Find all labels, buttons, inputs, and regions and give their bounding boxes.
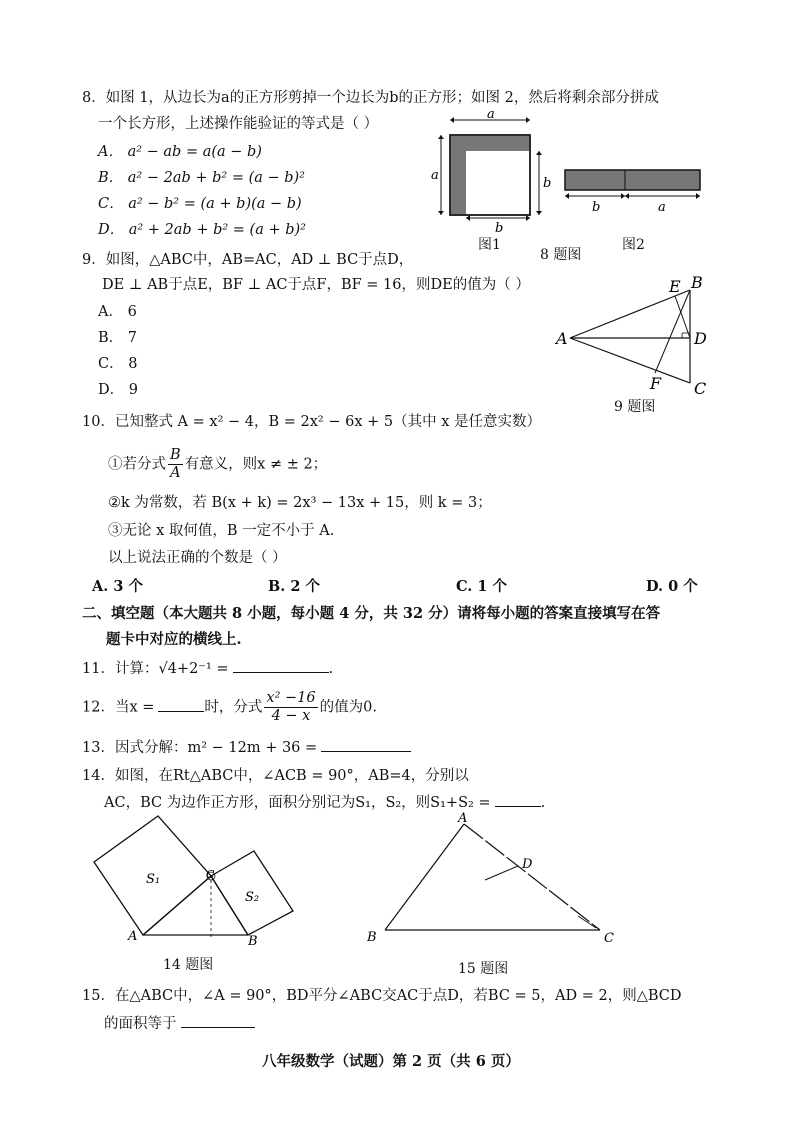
q10-item-2: ②k 为常数，若 B(x + k) = 2x³ − 13x + 15，则 k = 3； bbox=[108, 495, 492, 511]
q10-stem: 10．已知整式 A = x² − 4，B = 2x² − 6x + 5（其中 x 是任意实数） bbox=[82, 414, 541, 430]
q8-caption: 8 题图 bbox=[540, 247, 582, 263]
q13-answer-blank bbox=[321, 737, 411, 752]
q8-option-a: A． a² − ab = a(a − b) bbox=[98, 144, 262, 160]
q8-caption-fig1: 图1 bbox=[478, 237, 501, 253]
q13 bbox=[82, 737, 411, 758]
section-2-heading-line1: 二、填空题（本大题共 8 小题，每小题 4 分，共 32 分）请将每小题的答案直接填写在答 bbox=[82, 605, 661, 622]
q14-stem-line2-text: AC，BC 为边作正方形，面积分别记为S₁，S₂，则S₁+S₂ = bbox=[104, 795, 491, 811]
q9-option-d: D． 9 bbox=[98, 382, 138, 398]
q8-option-c: C． a² − b² = (a + b)(a − b) bbox=[98, 196, 302, 212]
q14-label-b: B bbox=[248, 934, 258, 949]
q10-item-1 bbox=[108, 447, 327, 482]
q9-option-b: B． 7 bbox=[98, 330, 137, 346]
q9-option-a: A． 6 bbox=[98, 304, 137, 320]
q9-stem-line2: DE ⊥ AB于点E，BF ⊥ AC于点F，BF = 16，则DE的值为（ ） bbox=[102, 277, 530, 293]
q8-figure-2 bbox=[560, 165, 705, 215]
q12-stem-pre: 12．当x = bbox=[82, 699, 155, 716]
q8-stem-line2: 一个长方形，上述操作能验证的等式是（ ） bbox=[98, 116, 379, 132]
q15-label-a: A bbox=[458, 811, 468, 826]
q8-stem-line1: 8．如图 1，从边长为a的正方形剪掉一个边长为b的正方形；如图 2，然后将剩余部分拼成 bbox=[82, 90, 659, 106]
q14-caption: 14 题图 bbox=[163, 957, 214, 973]
fig2-label-a: a bbox=[658, 200, 666, 215]
q9-label-f: F bbox=[650, 374, 662, 393]
q10-item1-pre: ①若分式 bbox=[108, 456, 166, 473]
q12 bbox=[82, 690, 377, 725]
q10-option-b: B. 2 个 bbox=[268, 578, 320, 595]
q9-label-e: E bbox=[669, 277, 681, 296]
q8-caption-fig2: 图2 bbox=[622, 237, 645, 253]
q12-stem-mid: 时，分式 bbox=[204, 699, 263, 716]
fig1-label-bottom: b bbox=[495, 221, 504, 236]
q14-label-c: C bbox=[206, 868, 215, 881]
q13-stem: 13．因式分解：m² − 12m + 36 = bbox=[82, 740, 318, 756]
q9-figure bbox=[548, 268, 723, 398]
q10-item1-numerator: B bbox=[170, 447, 181, 463]
q10-option-d: D. 0 个 bbox=[646, 578, 698, 595]
q10-item1-denominator: A bbox=[170, 465, 181, 481]
q9-label-d: D bbox=[694, 329, 707, 348]
q15-stem-line2 bbox=[104, 1013, 255, 1034]
page-footer: 八年级数学（试题）第 2 页（共 6 页） bbox=[262, 1053, 520, 1070]
q10-option-a: A. 3 个 bbox=[92, 578, 143, 595]
q11-stem: 11．计算：√4+2⁻¹ = bbox=[82, 661, 229, 677]
q12-answer-blank bbox=[158, 697, 204, 712]
q12-numerator: x² −16 bbox=[266, 690, 316, 706]
q10-item-3: ③无论 x 取何值，B 一定不小于 A. bbox=[108, 523, 335, 539]
fig1-label-left: a bbox=[431, 168, 439, 183]
fig2-label-b: b bbox=[592, 200, 601, 215]
q9-label-c: C bbox=[694, 379, 707, 398]
q15-label-c: C bbox=[604, 931, 614, 946]
q9-label-b: B bbox=[691, 273, 703, 292]
q9-stem-line1: 9．如图，△ABC中，AB=AC，AD ⊥ BC于点D， bbox=[82, 252, 414, 268]
q10-item1-fraction bbox=[168, 447, 183, 482]
q11-answer-blank bbox=[233, 658, 329, 673]
q15-stem-line2-text: 的面积等于 bbox=[104, 1016, 177, 1032]
q14-answer-blank bbox=[495, 792, 541, 807]
q10-item1-post: 有意义，则x ≠ ± 2； bbox=[184, 456, 328, 473]
q15-answer-blank bbox=[181, 1013, 255, 1028]
q15-label-b: B bbox=[367, 930, 377, 945]
q8-figure-1 bbox=[425, 107, 552, 236]
q8-option-d: D． a² + 2ab + b² = (a + b)² bbox=[98, 222, 306, 238]
q12-fraction bbox=[264, 690, 317, 725]
q10-option-c: C. 1 个 bbox=[456, 578, 508, 595]
q15-stem-line1: 15．在△ABC中，∠A = 90°，BD平分∠ABC交AC于点D，若BC = 5，AD = 2，则△BCD bbox=[82, 988, 682, 1004]
q9-label-a: A bbox=[556, 329, 568, 348]
q11-post: . bbox=[328, 661, 334, 677]
fig1-label-right: b bbox=[543, 176, 552, 191]
q15-label-d: D bbox=[522, 857, 533, 872]
q15-caption: 15 题图 bbox=[458, 961, 509, 977]
fig1-label-top: a bbox=[487, 107, 495, 122]
q14-label-a: A bbox=[128, 929, 138, 944]
q14-stem-line1: 14．如图，在Rt△ABC中，∠ACB = 90°，AB=4，分别以 bbox=[82, 768, 469, 784]
q8-option-b: B． a² − 2ab + b² = (a − b)² bbox=[98, 170, 305, 186]
section-2-heading-line2: 题卡中对应的横线上. bbox=[106, 631, 242, 648]
q12-denominator: 4 − x bbox=[271, 708, 311, 724]
q14-post: . bbox=[540, 795, 546, 811]
q9-caption: 9 题图 bbox=[614, 399, 656, 415]
q10-stem-question: 以上说法正确的个数是（ ） bbox=[108, 550, 287, 566]
q14-label-s2: S₂ bbox=[245, 890, 260, 905]
q14-label-s1: S₁ bbox=[146, 872, 161, 887]
q15-figure bbox=[360, 808, 635, 953]
q9-option-c: C． 8 bbox=[98, 356, 138, 372]
q11 bbox=[82, 658, 333, 679]
q12-stem-post: 的值为0. bbox=[319, 699, 377, 716]
q14-figure bbox=[88, 808, 308, 953]
